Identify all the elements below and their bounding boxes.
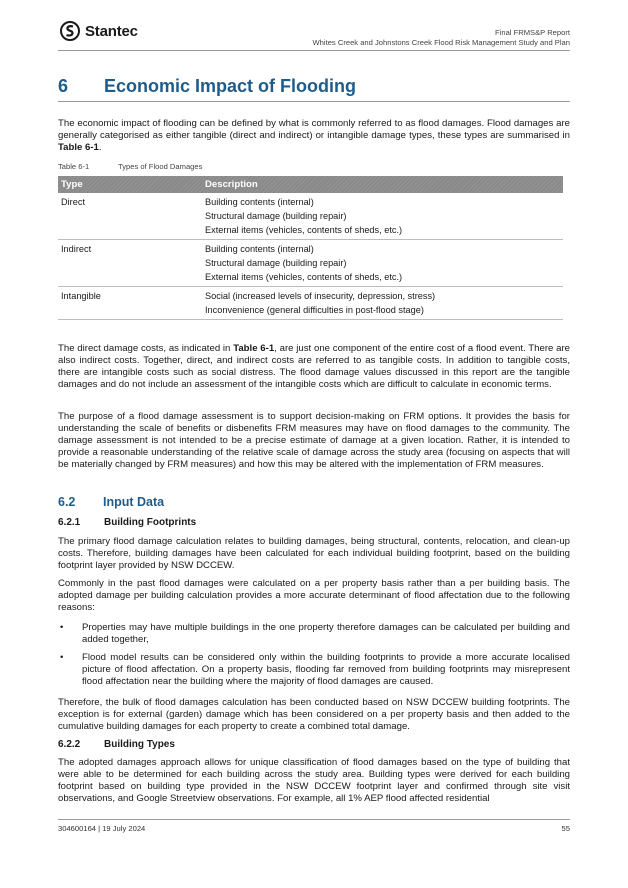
table-reference[interactable]: Table 6-1 xyxy=(233,343,275,354)
bullet-icon: • xyxy=(60,622,64,633)
subsection-heading-footprints xyxy=(58,517,196,528)
footprints-paragraph-3: Therefore, the bulk of flood damages calculation has been conducted based on NSW DCCEW building footprints. The exception is for external (garden) damage which has been considered on a per property basis and then added to the cumulative building damages for each property to create a combined total damage. xyxy=(58,697,570,732)
logo-text: Stantec xyxy=(85,22,138,40)
description-line: Building contents (internal) xyxy=(205,244,314,254)
intro-end: . xyxy=(98,141,102,153)
header-type: Type xyxy=(61,179,83,190)
building-types-paragraph: The adopted damages approach allows for unique classification of flood damages based on the type of building that were able to be determined for each building across the study area. Building types were derived for each building footprint based on building type provided in the NSW DCCEW footprint layer and confirmed through site visit observations, and Google Streetview observations. For example, all 1% AEP flood affected residential xyxy=(58,757,570,804)
subsection-title: Building Types xyxy=(104,739,175,750)
description-line: Social (increased levels of insecurity, depression, stress) xyxy=(205,291,436,301)
stantec-logo xyxy=(60,20,138,42)
footer-divider xyxy=(58,819,570,820)
table-reference[interactable]: Table 6-1 xyxy=(58,141,99,153)
cell-description xyxy=(205,287,563,319)
para2-text-a: The direct damage costs, as indicated in xyxy=(58,343,234,354)
intro-paragraph xyxy=(58,118,570,154)
table-caption-title: Types of Flood Damages xyxy=(118,162,203,171)
header-description: Description xyxy=(205,179,258,190)
table-header-row xyxy=(58,176,563,193)
section-title: Input Data xyxy=(103,495,165,509)
description-line: Structural damage (building repair) xyxy=(205,211,347,221)
stantec-logo-icon xyxy=(60,21,80,41)
subsection-number: 6.2.1 xyxy=(58,517,81,528)
footprints-paragraph-1: The primary flood damage calculation relates to building damages, being structural, contents, relocation, and clean-up costs. Therefore, building damages have been calculated for each individual building footprint, based on the building footprint layer provided by NSW DCCEW. xyxy=(58,536,570,571)
list-item-text: Properties may have multiple buildings in the one property therefore damages can be calculated per building and added together, xyxy=(82,622,570,645)
report-title: Final FRMS&P Report xyxy=(495,28,570,37)
list-item-text: Flood model results can be considered only within the building footprints to provide a more accurate localised picture of flood affectation. On a property basis, flooding far removed from building footprints may misrepresent flood affectation near the building where the majority of flood damages are caused. xyxy=(82,651,570,687)
subsection-heading-building-types xyxy=(58,739,175,750)
chapter-heading xyxy=(58,74,570,98)
chapter-divider xyxy=(58,101,570,102)
table-row xyxy=(58,287,563,320)
table-row xyxy=(58,193,563,240)
cell-type: Intangible xyxy=(61,291,101,301)
intro-text: The economic impact of flooding can be defined by what is commonly referred to as flood damages. Flood damages are generally categorised as either tangible (direct and indirect) or intangible damage types, these types are summarised in xyxy=(58,118,570,141)
chapter-number: 6 xyxy=(58,75,69,96)
report-subtitle: Whites Creek and Johnstons Creek Flood Risk Management Study and Plan xyxy=(312,38,570,47)
flood-damages-table xyxy=(58,176,563,320)
footer-doc-ref: 304600164 | 19 July 2024 xyxy=(58,824,146,833)
cell-description xyxy=(205,193,563,239)
purpose-paragraph: The purpose of a flood damage assessment is to support decision-making on FRM options. It provides the basis for understanding the scale of benefits or disbenefits FRM measures may have on flood damages to the community. The damage assessment is not intended to be a precise estimate of damage at a given location. Rather, it is intended to provide a reasonable understanding of the relative scale of damage across the study area (focusing on aspects that will be materially changed by FRM measures) and how this may be altered with the implementation of FRM measures. xyxy=(58,411,570,470)
section-number: 6.2 xyxy=(58,495,76,509)
cell-type: Direct xyxy=(61,197,85,207)
table-body xyxy=(58,193,563,320)
bullet-icon: • xyxy=(60,651,64,663)
header-divider xyxy=(58,50,570,51)
description-line: Structural damage (building repair) xyxy=(205,258,347,268)
table-row xyxy=(58,240,563,287)
para2-text-b: , are just one component of the entire cost of a flood event. There are also indirect costs. Together, direct, and indirect costs are referred to as tangible costs. In addition to tangible costs, there are intangible costs such as social distress. The flood damage values discussed in this report are the tangible damages and do not include an assessment of the intangible costs which are difficult to calculate in economic terms. xyxy=(58,343,570,390)
cell-description xyxy=(205,240,563,286)
section-heading xyxy=(58,495,164,509)
description-line: External items (vehicles, contents of sheds, etc.) xyxy=(205,225,403,235)
list-item xyxy=(58,652,570,688)
list-item xyxy=(58,622,570,646)
report-header xyxy=(313,28,570,48)
table-caption xyxy=(58,162,202,171)
reasons-list xyxy=(58,622,570,694)
subsection-number: 6.2.2 xyxy=(58,739,81,750)
description-line: External items (vehicles, contents of sheds, etc.) xyxy=(205,272,403,282)
page-number: 55 xyxy=(561,824,570,833)
footprints-paragraph-2: Commonly in the past flood damages were calculated on a per property basis rather than a per building basis. The adopted damage per building calculation provides a more accurate determinant of flood affectation due to the following reasons: xyxy=(58,578,570,613)
description-line: Inconvenience (general difficulties in post-flood stage) xyxy=(205,305,424,315)
direct-costs-paragraph xyxy=(58,343,570,391)
description-line: Building contents (internal) xyxy=(205,197,314,207)
cell-type: Indirect xyxy=(61,244,92,254)
chapter-title: Economic Impact of Flooding xyxy=(104,75,356,96)
table-caption-number: Table 6-1 xyxy=(58,162,90,171)
subsection-title: Building Footprints xyxy=(104,517,197,528)
